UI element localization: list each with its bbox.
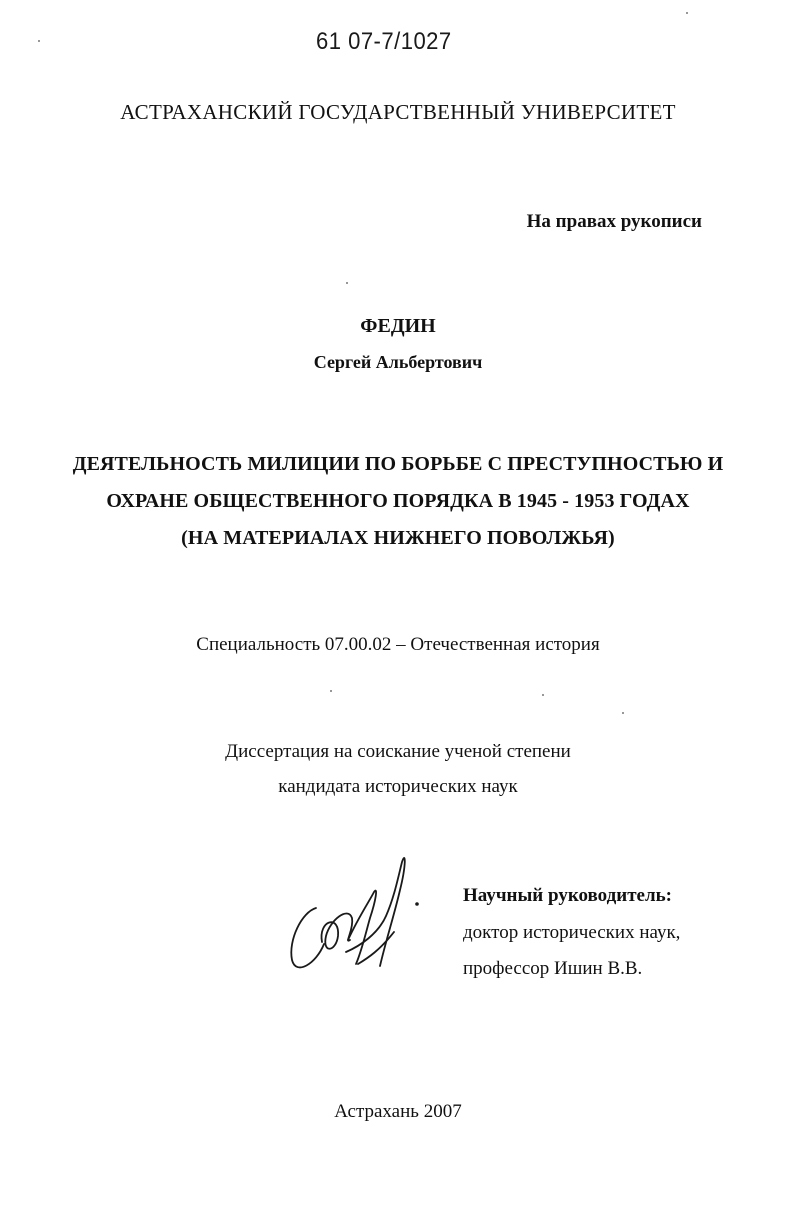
- title-line: ОХРАНЕ ОБЩЕСТВЕННОГО ПОРЯДКА В 1945 - 1953 ГОДАХ: [106, 490, 690, 512]
- scan-speck: [346, 282, 348, 284]
- archive-stamp: 61 07-7/1027: [316, 28, 452, 55]
- scan-speck: [330, 690, 332, 692]
- signature-stroke: [346, 858, 405, 966]
- signature-stroke: [291, 908, 324, 967]
- university-name: АСТРАХАНСКИЙ ГОСУДАРСТВЕННЫЙ УНИВЕРСИТЕТ: [120, 100, 676, 124]
- handwritten-signature: [282, 840, 442, 980]
- title-line: (НА МАТЕРИАЛАХ НИЖНЕГО ПОВОЛЖЬЯ): [181, 527, 615, 549]
- signature-dot: [415, 902, 419, 906]
- speciality-line: Специальность 07.00.02 – Отечественная история: [196, 634, 600, 655]
- supervisor-degree: доктор исторических наук,: [463, 922, 681, 943]
- supervisor-name: профессор Ишин В.В.: [463, 958, 643, 979]
- author-name-patronymic: Сергей Альбертович: [313, 352, 483, 372]
- title-line: ДЕЯТЕЛЬНОСТЬ МИЛИЦИИ ПО БОРЬБЕ С ПРЕСТУПНОСТЬЮ И: [72, 453, 724, 475]
- scan-speck: [622, 712, 624, 714]
- scan-speck: [38, 40, 40, 42]
- city-year: Астрахань 2007: [334, 1101, 462, 1122]
- signature-stroke: [358, 932, 394, 964]
- degree-line: Диссертация на соискание ученой степени: [225, 741, 571, 762]
- supervisor-heading: Научный руководитель:: [463, 885, 672, 906]
- degree-line: кандидата исторических наук: [278, 776, 518, 797]
- scan-speck: [686, 12, 688, 14]
- scan-speck: [542, 694, 544, 696]
- signature-stroke: [322, 913, 353, 948]
- author-surname: ФЕДИН: [360, 315, 436, 337]
- manuscript-rights-label: На правах рукописи: [526, 211, 702, 232]
